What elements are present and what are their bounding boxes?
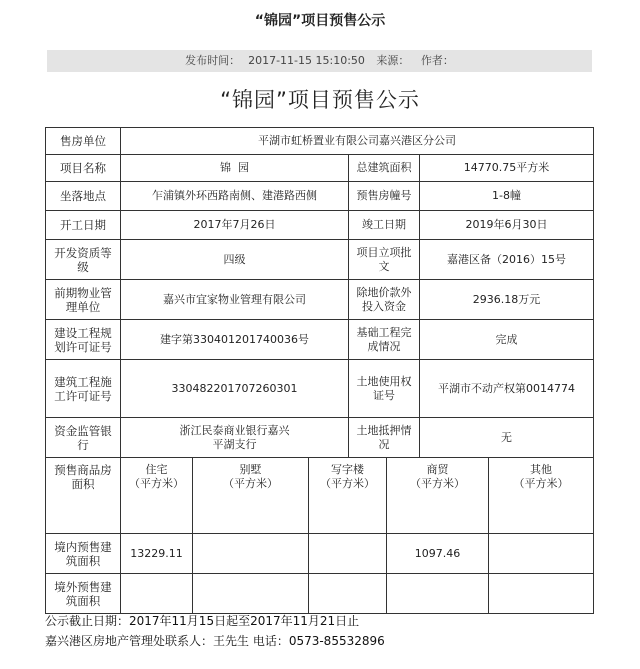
col-villa-header: 别墅 （平方米） (193, 458, 309, 534)
document-title: “锦园”项目预售公示 (220, 88, 420, 112)
land-mortgage-label: 土地抵押情况 (349, 418, 420, 458)
location-label: 坐落地点 (46, 182, 121, 211)
seller-value: 平湖市虹桥置业有限公司嘉兴港区分公司 (121, 128, 594, 155)
approval-value: 嘉港区备（2016）15号 (420, 240, 594, 280)
foreign-other (489, 574, 594, 614)
table-row (46, 128, 594, 155)
domestic-commercial: 1097.46 (387, 534, 489, 574)
author-label: 作者： (420, 54, 454, 67)
property-mgmt-value: 嘉兴市宜家物业管理有限公司 (121, 280, 349, 320)
table-row (46, 240, 594, 280)
land-mortgage-value: 无 (420, 418, 594, 458)
table-row (46, 458, 594, 534)
project-name-value: 锦 园 (121, 155, 349, 182)
dev-qual-label: 开发资质等级 (46, 240, 121, 280)
published-label: 发布时间： (185, 54, 241, 67)
table-row (46, 280, 594, 320)
planning-permit-label: 建设工程规划许可证号 (46, 320, 121, 360)
fund-bank-label: 资金监管银行 (46, 418, 121, 458)
deadline-note: 公示截止日期：2017年11月15日起至2017年11月21日止 (45, 614, 360, 628)
seller-label: 售房单位 (46, 128, 121, 155)
domestic-villa (193, 534, 309, 574)
table-row (46, 211, 594, 240)
foreign-office (309, 574, 387, 614)
contact-note: 嘉兴港区房地产管理处联系人：王先生 电话：0573-85532896 (45, 634, 385, 648)
area-header-label: 预售商品房面积 (46, 458, 121, 534)
land-cert-value: 平湖市不动产权第0014774 (420, 360, 594, 418)
start-date-label: 开工日期 (46, 211, 121, 240)
domestic-residential: 13229.11 (121, 534, 193, 574)
approval-label: 项目立项批文 (349, 240, 420, 280)
investment-value: 2936.18万元 (420, 280, 594, 320)
col-other-header: 其他 （平方米） (489, 458, 594, 534)
completion-date-label: 竣工日期 (349, 211, 420, 240)
total-area-value: 14770.75平方米 (420, 155, 594, 182)
total-area-label: 总建筑面积 (349, 155, 420, 182)
page-title: “锦园”项目预售公示 (254, 13, 386, 29)
table-row (46, 320, 594, 360)
table-row (46, 418, 594, 458)
domestic-other (489, 534, 594, 574)
foreign-residential (121, 574, 193, 614)
construction-permit-label: 建筑工程施工许可证号 (46, 360, 121, 418)
source-label: 来源： (376, 54, 410, 67)
table-row (46, 534, 594, 574)
foundation-value: 完成 (420, 320, 594, 360)
presale-buildings-value: 1-8幢 (420, 182, 594, 211)
foreign-label: 境外预售建筑面积 (46, 574, 121, 614)
foundation-label: 基础工程完成情况 (349, 320, 420, 360)
presale-buildings-label: 预售房幢号 (349, 182, 420, 211)
published-value: 2017-11-15 15:10:50 (248, 54, 365, 67)
project-name-label: 项目名称 (46, 155, 121, 182)
start-date-value: 2017年7月26日 (121, 211, 349, 240)
fund-bank-value: 浙江民泰商业银行嘉兴平湖支行 (121, 418, 349, 458)
land-cert-label: 土地使用权证号 (349, 360, 420, 418)
table-row (46, 574, 594, 614)
col-office-header: 写字楼 （平方米） (309, 458, 387, 534)
foreign-villa (193, 574, 309, 614)
table-row (46, 360, 594, 418)
meta-bar (47, 50, 592, 72)
table-row (46, 182, 594, 211)
planning-permit-value: 建字第330401201740036号 (121, 320, 349, 360)
table-row (46, 155, 594, 182)
dev-qual-value: 四级 (121, 240, 349, 280)
presale-table (45, 127, 594, 614)
location-value: 乍浦镇外环西路南侧、建港路西侧 (121, 182, 349, 211)
col-commercial-header: 商贸 （平方米） (387, 458, 489, 534)
construction-permit-value: 330482201707260301 (121, 360, 349, 418)
col-residential-header: 住宅 （平方米） (121, 458, 193, 534)
domestic-office (309, 534, 387, 574)
investment-label: 除地价款外投入资金 (349, 280, 420, 320)
domestic-label: 境内预售建筑面积 (46, 534, 121, 574)
property-mgmt-label: 前期物业管理单位 (46, 280, 121, 320)
foreign-commercial (387, 574, 489, 614)
completion-date-value: 2019年6月30日 (420, 211, 594, 240)
